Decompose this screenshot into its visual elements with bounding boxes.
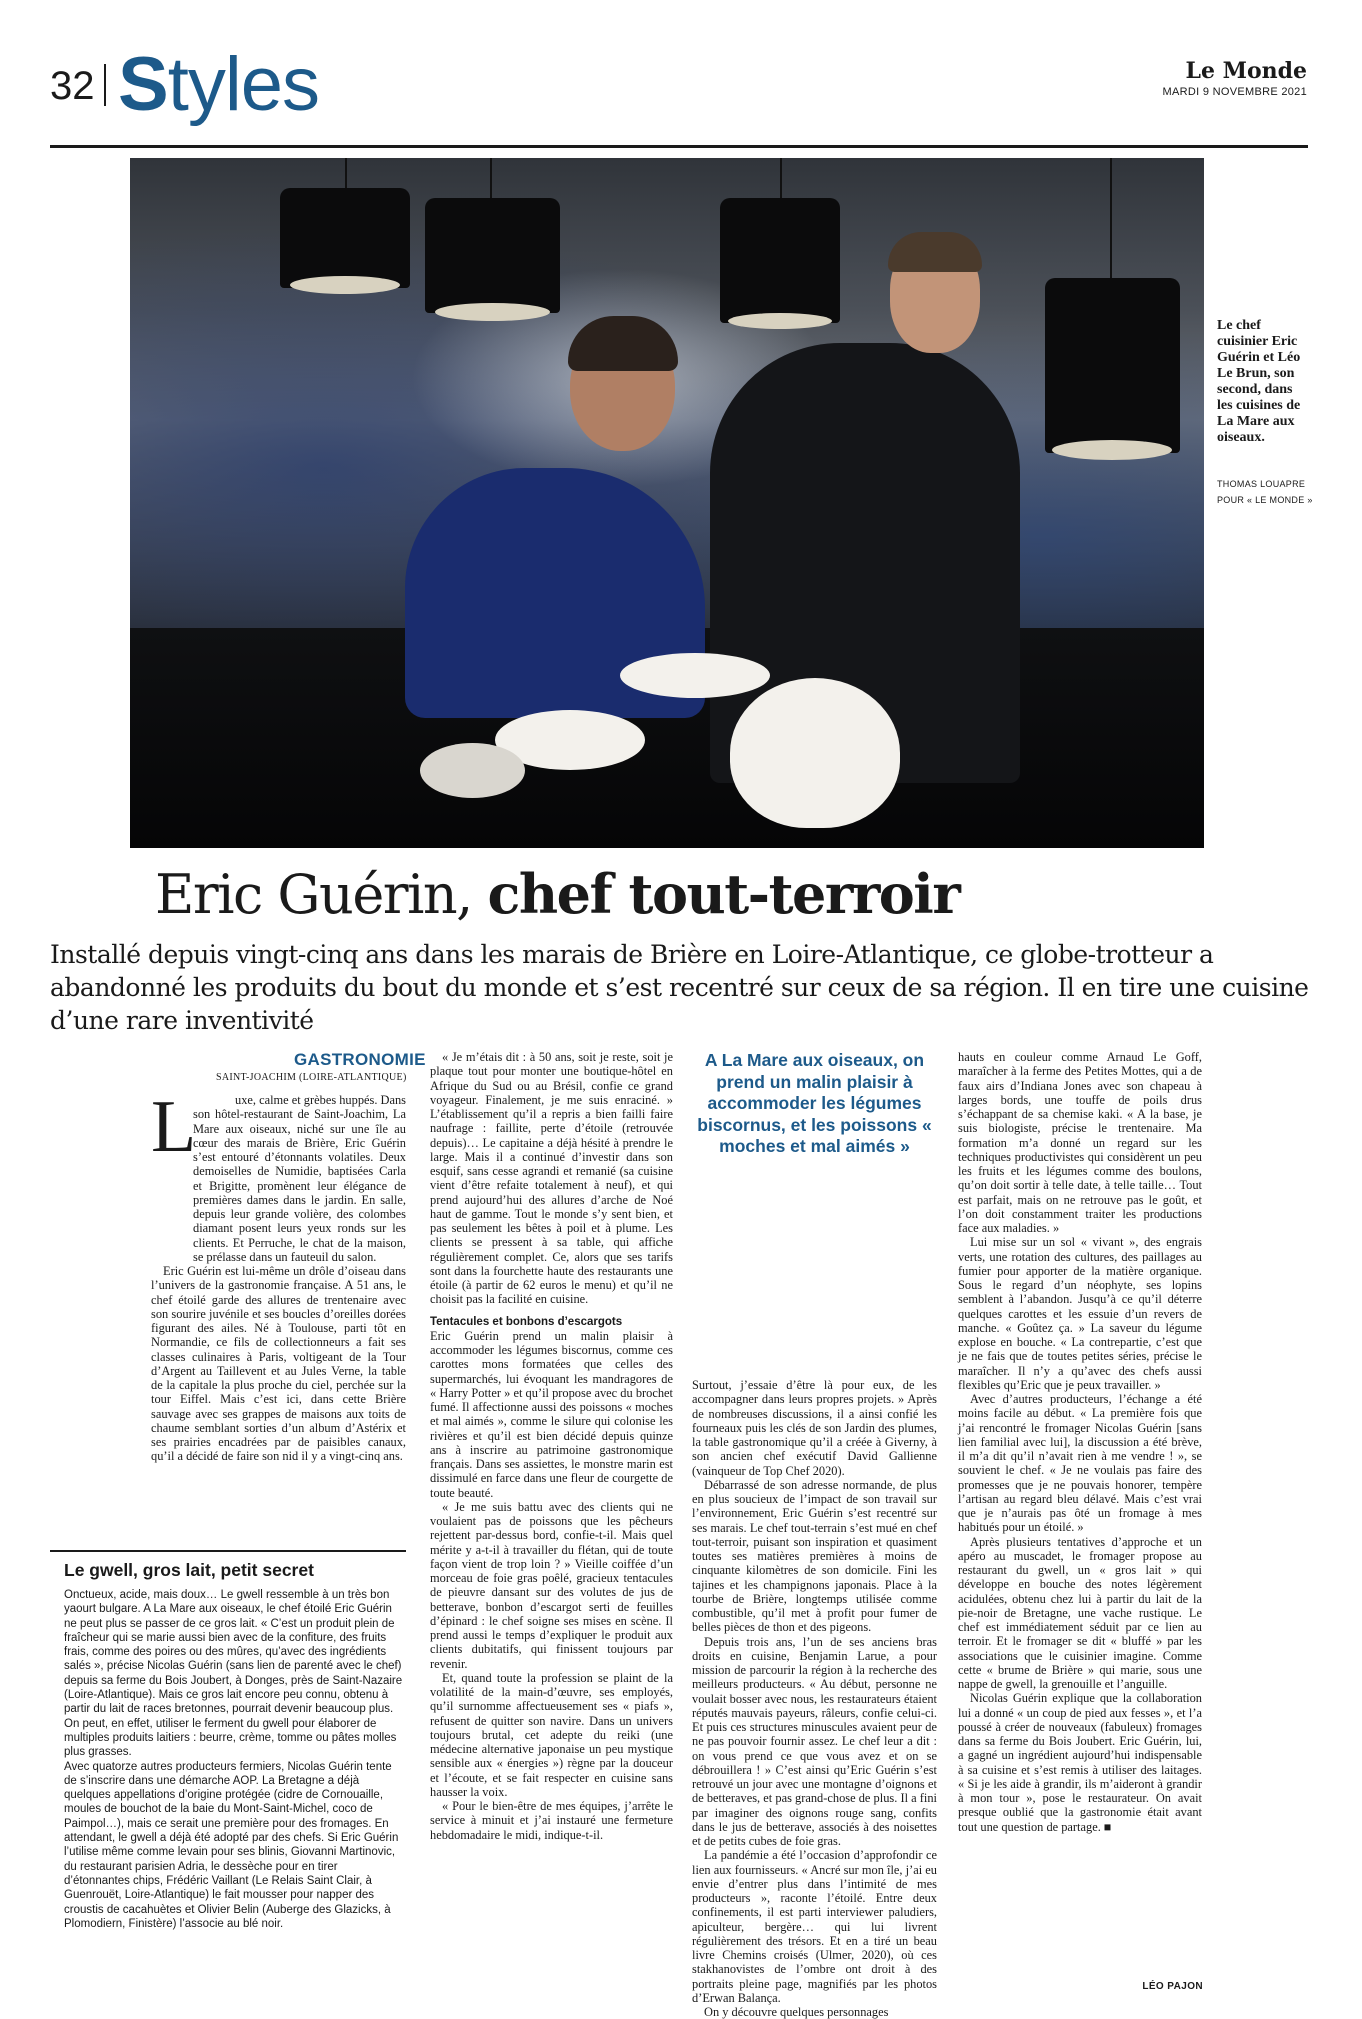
byline: LÉO PAJON <box>1142 1981 1203 1992</box>
section-title: Styles <box>118 42 319 127</box>
article-column-4 <box>958 1050 1202 1834</box>
article-paragraph: « Pour le bien-être de mes équipes, j’arrête le service à minuit et j’ai instauré une fermeture hebdomadaire le midi, indique-t-il. <box>430 1799 673 1842</box>
article-paragraph: Et, quand toute la profession se plaint de la volatilité de la main-d’œuvre, ses employés, qu’il surnomme affectueusement ses « piafs », refusent de quitter son navire. Dans un univers toujours brutal, cet adepte du reiki (une médecine alternative japonaise un peu mystique sensible aux « énergies ») règne par la douceur et l’écoute, et se fait respecter en cuisine sans hausser la voix. <box>430 1670 673 1799</box>
article-paragraph: uxe, calme et grèbes huppés. Dans son hôtel-restaurant de Saint-Joachim, La Mare aux oiseaux, niché sur une île au cœur des marais de Brière, Eric Guérin s’est entouré d’étonnants volatiles. Deux demoiselles de Numidie, baptisées Carla et Brigitte, promènent leur élégance de premières dames dans le jardin. En salle, depuis leur grande volière, des colombes diamant posent leurs yeux ronds sur les clients. Et Perruche, le chat de la maison, se prélasse dans un fauteuil du salon. <box>193 1093 407 1264</box>
sidebar-body <box>64 1588 406 1931</box>
sidebar-rule <box>50 1550 406 1552</box>
header-divider <box>104 64 106 106</box>
photo-caption: Le chef cuisinier Eric Guérin et Léo Le Brun, son second, dans les cuisines de La Mare aux oiseaux. <box>1217 318 1301 445</box>
article-paragraph: Nicolas Guérin explique que la collaboration lui a donné « un coup de pied aux fesses », et l’a poussé à créer de nouveaux (fabuleux) fromages dans sa ferme du Bois Joubert. Eric Guérin, lui, a gagné un ingrédient aujourd’hui indispensable à sa cuisine et s’est remis à utiliser des laitages. « Si je les aide à grandir, ils m’aideront à grandir à mon tour », pose le restaurateur. On avait presque oublié que la gastronomie était avant tout une question de partage. ■ <box>958 1691 1202 1834</box>
drop-cap: L <box>151 1086 197 1168</box>
headline: Eric Guérin, chef tout-terroir <box>155 862 960 926</box>
article-paragraph: Avec d’autres producteurs, l’échange a été moins facile au début. « La première fois que j’ai rencontré le fromager Nicolas Guérin [sans lien familial avec lui], la discussion a été brève, il m’a dit qu’il n’avait rien à me vendre ! », se souvient le chef. « Je ne voulais pas faire des promesses que je ne pouvais honorer, tempère l’artisan au regard bleu délavé. Mais c’est vrai que je n’aurais pas ôté un fromage à mes habitués pour un étoilé. » <box>958 1392 1202 1535</box>
page-number: 32 <box>50 64 95 108</box>
header-rule <box>50 145 1308 148</box>
article-paragraph: hauts en couleur comme Arnaud Le Goff, maraîcher à la ferme des Petites Mottes, qui a de faux airs d’Indiana Jones avec son chapeau à larges bords, une touffe de poils drus s’échappant de sa chemise kaki. « A la base, je suis biologiste, précise le trentenaire. Ma formation m’a donné un regard sur les techniques productivistes qui considèrent un peu les fruits et les légumes comme des boulons, qu’on doit sortir à telle date, à telle taille… Tout est parfait, mais on ne retrouve pas le goût, et l’on doit constamment traiter les productions face aux maladies. » <box>958 1050 1202 1235</box>
rubric-label: GASTRONOMIE <box>294 1050 426 1069</box>
article-paragraph: « Je me suis battu avec des clients qui ne voulaient pas de poissons que les pêcheurs rejettent par-dessus bord, confie-t-il. Mais quel mérite y a-t-il à travailler du flétan, qui de toute façon vient de trop loin ? » Vieille coiffée d’un morceau de foie gras poêlé, gracieux tentacules de pieuvre dansant sur des volutes de jus de betterave, bonbon d’escargot serti de feuilles d’épinard : le chef soigne ses mises en scène. Il prend aussi le temps d’expliquer le produit aux clients dubitatifs, qui finissent toujours par revenir. <box>430 1499 673 1671</box>
article-column-3 <box>692 1378 937 2019</box>
article-column-1 <box>151 1093 406 1464</box>
article-paragraph: Eric Guérin prend un malin plaisir à accommoder les légumes biscornus, comme ces carottes mons formatées que celles des supermarchés, lui évoquant les mandragores de « Harry Potter » et qu’il propose avec du brochet fumé. Il affectionne aussi des poissons « moches et mal aimés », comme le silure qui colonise les rivières et qu’il est bien décidé depuis quinze ans à inscrire au patrimoine gastronomique français. Dans ses assiettes, le monstre marin est dissimulé en farce dans une fleur de courgette de toute beauté. <box>430 1328 673 1500</box>
main-photo <box>130 158 1204 848</box>
article-paragraph: Après plusieurs tentatives d’approche et un apéro au muscadet, le fromager propose au restaurant du gwell, un « gros lait » qui développe en bouche des notes légèrement acidulées, obtenu chez lui à partir du lait de la pie-noir de Bretagne, une vache rustique. Le chef est immédiatement séduit par ce lien au terroir. Et le fromager se dit « bluffé » par les associations que le cuisinier imagine. Comme cette « brume de Brière » qui marie, sous une nappe de gwell, la grenouille et l’anguille. <box>958 1534 1202 1691</box>
dateline: SAINT-JOACHIM (LOIRE-ATLANTIQUE) <box>216 1072 407 1083</box>
article-paragraph: Lui mise sur un sol « vivant », des engrais verts, une rotation des cultures, des paillages au fumier pour apporter de la matière organique. Sous le regard d’un néophyte, ses lopins semblent à l’abandon. Jusqu’à ce qu’il déterre quelques carottes et les essuie d’un revers de manche. « Goûtez ça. » La saveur du légume explose en bouche. « La contrepartie, c’est que je ne fais que de toutes petites séries, précise le maraîcher. Il n’y a qu’avec des chefs aussi flexibles qu’Eric que je peux travailler. » <box>958 1235 1202 1392</box>
article-paragraph: Eric Guérin est lui-même un drôle d’oiseau dans l’univers de la gastronomie française. A 51 ans, le chef étoilé garde des allures de trentenaire avec son sourire juvénile et ses boucles d’oreilles dorées figurant des ailes. Né à Toulouse, parti tôt en Normandie, ce fils de collectionneurs a fait ses classes culinaires à Paris, voltigeant de la Tour d’Argent au Taillevent et au Jules Verne, la table de la capitale la plus proche du ciel, perchée sur la tour Eiffel. Mais c’est ici, dans cette Brière sauvage avec ses grappes de maisons aux toits de chaume semblant sorties d’un album d’Astérix et ses prairies encadrées par de paisibles canaux, qu’il a décidé de faire son nid il y a vingt-cinq ans. <box>151 1264 406 1464</box>
sidebar-paragraph: Avec quatorze autres producteurs fermiers, Nicolas Guérin tente de s’inscrire dans une démarche AOP. La Bretagne a déjà quelques appellations d’origine protégée (cidre de Cornouaille, moules de bouchot de la baie du Mont-Saint-Michel, coco de Paimpol…), mais ce serait une première pour des fromages. En attendant, le gwell a déjà été adopté par des chefs. Si Eric Guérin l’utilise même comme levain pour ses blinis, Giovanni Martinovic, du restaurant parisien Adria, le dessèche pour en tirer d’étonnantes chips, Frédéric Vaillant (Le Relais Saint Clair, à Guenrouët, Loire-Atlantique) le fait mousser pour napper des croustis de cacahuètes et Olivier Belin (Auberge des Glazicks, à Plomodiern, Finistère) l’associe au blé noir. <box>64 1760 399 1930</box>
article-paragraph: Surtout, j’essaie d’être là pour eux, de les accompagner dans leurs propres projets. » Après de nombreuses discussions, il a ainsi confié les fourneaux puis les clés de son Jardin des plumes, la table gastronomique qu’il a créée à Giverny, à son ancien chef exécutif David Gallienne (vainqueur de Top Chef 2020). <box>692 1378 937 1478</box>
article-paragraph: Depuis trois ans, l’un de ses anciens bras droits en cuisine, Benjamin Larue, a pour mission de parcourir la région à la recherche des meilleurs producteurs. « Au début, personne ne voulait bosser avec nous, les restaurateurs étaient réputés mauvais payeurs, râleurs, confie celui-ci. Et puis ces structures minuscules avaient peur de ne pas pouvoir fournir assez. Le chef leur a dit : on vous prend ce que vous avez et on se débrouillera ! » C’est ainsi qu’Eric Guérin s’est retrouvé un jour avec une montagne d’oignons et de betteraves, et pas grand-chose de plus. Il a fini par imaginer des oignons rouge sang, confits dans le jus de betterave, associés à des noisettes et de petits cubes de foie gras. <box>692 1634 937 1848</box>
sidebar-title: Le gwell, gros lait, petit secret <box>64 1560 314 1580</box>
article-paragraph: On y découvre quelques personnages <box>704 2005 889 2019</box>
article-paragraph: La pandémie a été l’occasion d’approfondir ce lien aux fournisseurs. « Ancré sur mon île, j’ai eu envie d’entrer plus dans l’intimité de mes producteurs », raconte l’étoilé. Entre deux confinements, il est parti interviewer paludiers, apiculteur, bergère… qui lui livrent régulièrement des trésors. Et en a tiré un beau livre Chemins croisés (Ulmer, 2020), où ces stakhanovistes de l’ombre ont droit à des portraits pleine page, magnifiés par les photos d’Erwan Balança. <box>692 1848 937 2005</box>
subhead: Tentacules et bonbons d’escargots <box>430 1315 623 1328</box>
standfirst: Installé depuis vingt-cinq ans dans les marais de Brière en Loire-Atlantique, ce globe-trotteur a abandonné les produits du bout du monde et s’est recentré sur ceux de sa région. Il en tire une cuisine d’une rare inventivité <box>50 940 1309 1035</box>
sidebar-paragraph: Onctueux, acide, mais doux… Le gwell ressemble à un très bon yaourt bulgare. A La Mare aux oiseaux, le chef étoilé Eric Guérin ne peut plus se passer de ce gros lait. « C’est un produit plein de fraîcheur qui se marie aussi bien avec de la confiture, des fruits frais, comme des poires ou des mûres, qu’avec des ingrédients salés », précise Nicolas Guérin (sans lien de parenté avec le chef) depuis sa ferme du Bois Joubert, à Donges, près de Saint-Nazaire (Loire-Atlantique). Mais ce gros lait encore peu connu, obtenu à partir du lait de races bretonnes, pourrait devenir beaucoup plus. On peut, en effet, utiliser le ferment du gwell pour élaborer de multiples produits laitiers : beurre, crème, tomme ou pâtes molles plus grasses. <box>64 1589 403 1759</box>
article-paragraph: Débarrassé de son adresse normande, de plus en plus soucieux de l’impact de son travail sur l’environnement, Eric Guérin s’est recentré sur ses marais. Le chef tout-terrain s’est mué en chef tout-terroir, puisant son inspiration et quasiment toutes ses matières premières à moins de cinquante kilomètres de son domicile. Fini les tajines et les champignons japonais. Place à la tourbe de Brière, longtemps utilisée comme combustible, qu’il met à profit pour fumer de belles pièces de thon et des pigeons. <box>692 1477 937 1635</box>
article-paragraph: « Je m’étais dit : à 50 ans, soit je reste, soit je plaque tout pour monter une boutique-hôtel en Afrique du Sud ou au Brésil, confie ce grand voyageur. Finalement, je me suis enraciné. » L’établissement qu’il a repris a bien failli faire naufrage : faillite, perte d’étoile (retrouvée depuis)… Le capitaine a déjà hésité à prendre le large. Mais il a continué d’investir dans son esquif, sans cesse agrandi et remanié (sa cuisine vient d’être refaite totalement à neuf), et qui prend aujourd’hui des allures d’arche de Noé haut de gamme. Tout le monde s’y sent bien, et pas seulement les bêtes à poil et à plume. Les clients se pressent à sa table, qui affiche régulièrement complet. Ce, alors que ses tarifs sont dans la fourchette haute des restaurants une étoile (à partir de 62 euros le menu) et qu’il ne choisit pas la facilité en cuisine. <box>430 1050 673 1307</box>
photo-credit: THOMAS LOUAPRE POUR « LE MONDE » <box>1217 479 1313 505</box>
masthead-logo: Le Monde <box>1185 58 1307 84</box>
pull-quote: A La Mare aux oiseaux, on prend un malin plaisir à accommoder les légumes biscornus, et les poissons « moches et mal aimés » <box>697 1050 932 1156</box>
issue-date: MARDI 9 NOVEMBRE 2021 <box>1162 86 1307 98</box>
article-column-2 <box>430 1050 673 1842</box>
